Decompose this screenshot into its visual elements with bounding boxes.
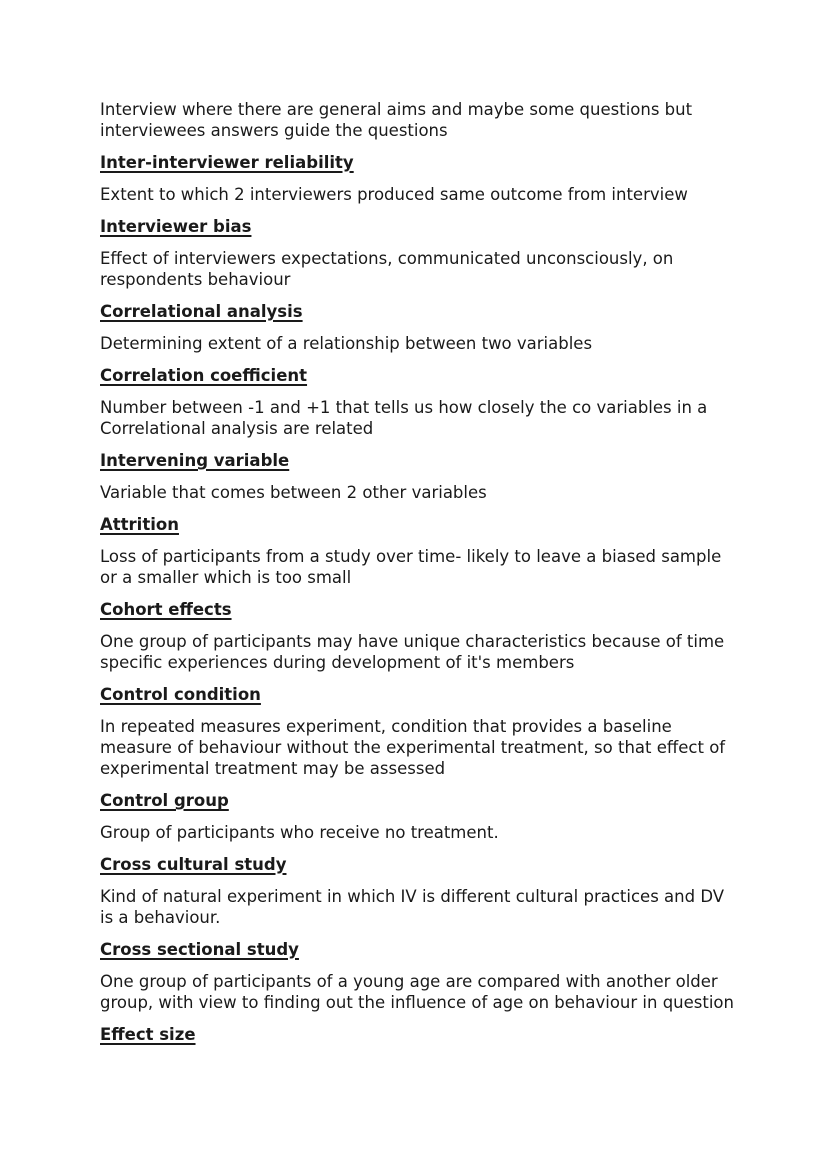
term-title: Effect size [100, 1025, 196, 1044]
term-title: Correlational analysis [100, 302, 303, 321]
term-definition: In repeated measures experiment, condition that provides a baseline measure of behaviour without the experimental treatment, so that effect of experimental treatment may be assessed [100, 717, 726, 778]
glossary-entry [100, 514, 740, 588]
term-definition: One group of participants may have unique characteristics because of time specific experiences during development of it's members [100, 632, 725, 672]
term-definition: Kind of natural experiment in which IV is different cultural practices and DV is a behaviour. [100, 887, 725, 927]
term-definition: Number between -1 and +1 that tells us how closely the co variables in a Correlational analysis are related [100, 398, 708, 438]
glossary-entry [100, 301, 740, 354]
glossary-entry [100, 152, 740, 205]
term-definition: Effect of interviewers expectations, communicated unconsciously, on respondents behaviour [100, 249, 674, 289]
term-definition: Determining extent of a relationship between two variables [100, 334, 593, 353]
term-definition: Group of participants who receive no treatment. [100, 823, 499, 842]
glossary-entry [100, 854, 740, 928]
term-title: Control group [100, 791, 229, 810]
intro-paragraph: Interview where there are general aims and maybe some questions but interviewees answers guide the questions [100, 100, 693, 140]
glossary-entry [100, 939, 740, 1013]
term-title: Cohort effects [100, 600, 232, 619]
term-definition: One group of participants of a young age are compared with another older group, with view to finding out the influence of age on behaviour in question [100, 972, 734, 1012]
term-title: Cross cultural study [100, 855, 287, 874]
glossary-entry [100, 216, 740, 290]
term-title: Interviewer bias [100, 217, 252, 236]
glossary-entry [100, 684, 740, 779]
term-title: Correlation coefficient [100, 366, 308, 385]
term-title: Inter-interviewer reliability [100, 153, 354, 172]
term-title: Cross sectional study [100, 940, 299, 959]
glossary-entry [100, 599, 740, 673]
term-title: Intervening variable [100, 451, 290, 470]
term-definition: Loss of participants from a study over time- likely to leave a biased sample or a smaller which is too small [100, 547, 722, 587]
term-title: Attrition [100, 515, 179, 534]
glossary-entry [100, 450, 740, 503]
glossary-entry [100, 365, 740, 439]
document-page [100, 99, 740, 1056]
term-definition: Extent to which 2 interviewers produced same outcome from interview [100, 185, 688, 204]
glossary-entry [100, 1024, 740, 1045]
term-definition: Variable that comes between 2 other variables [100, 483, 487, 502]
term-title: Control condition [100, 685, 261, 704]
glossary-entry [100, 790, 740, 843]
